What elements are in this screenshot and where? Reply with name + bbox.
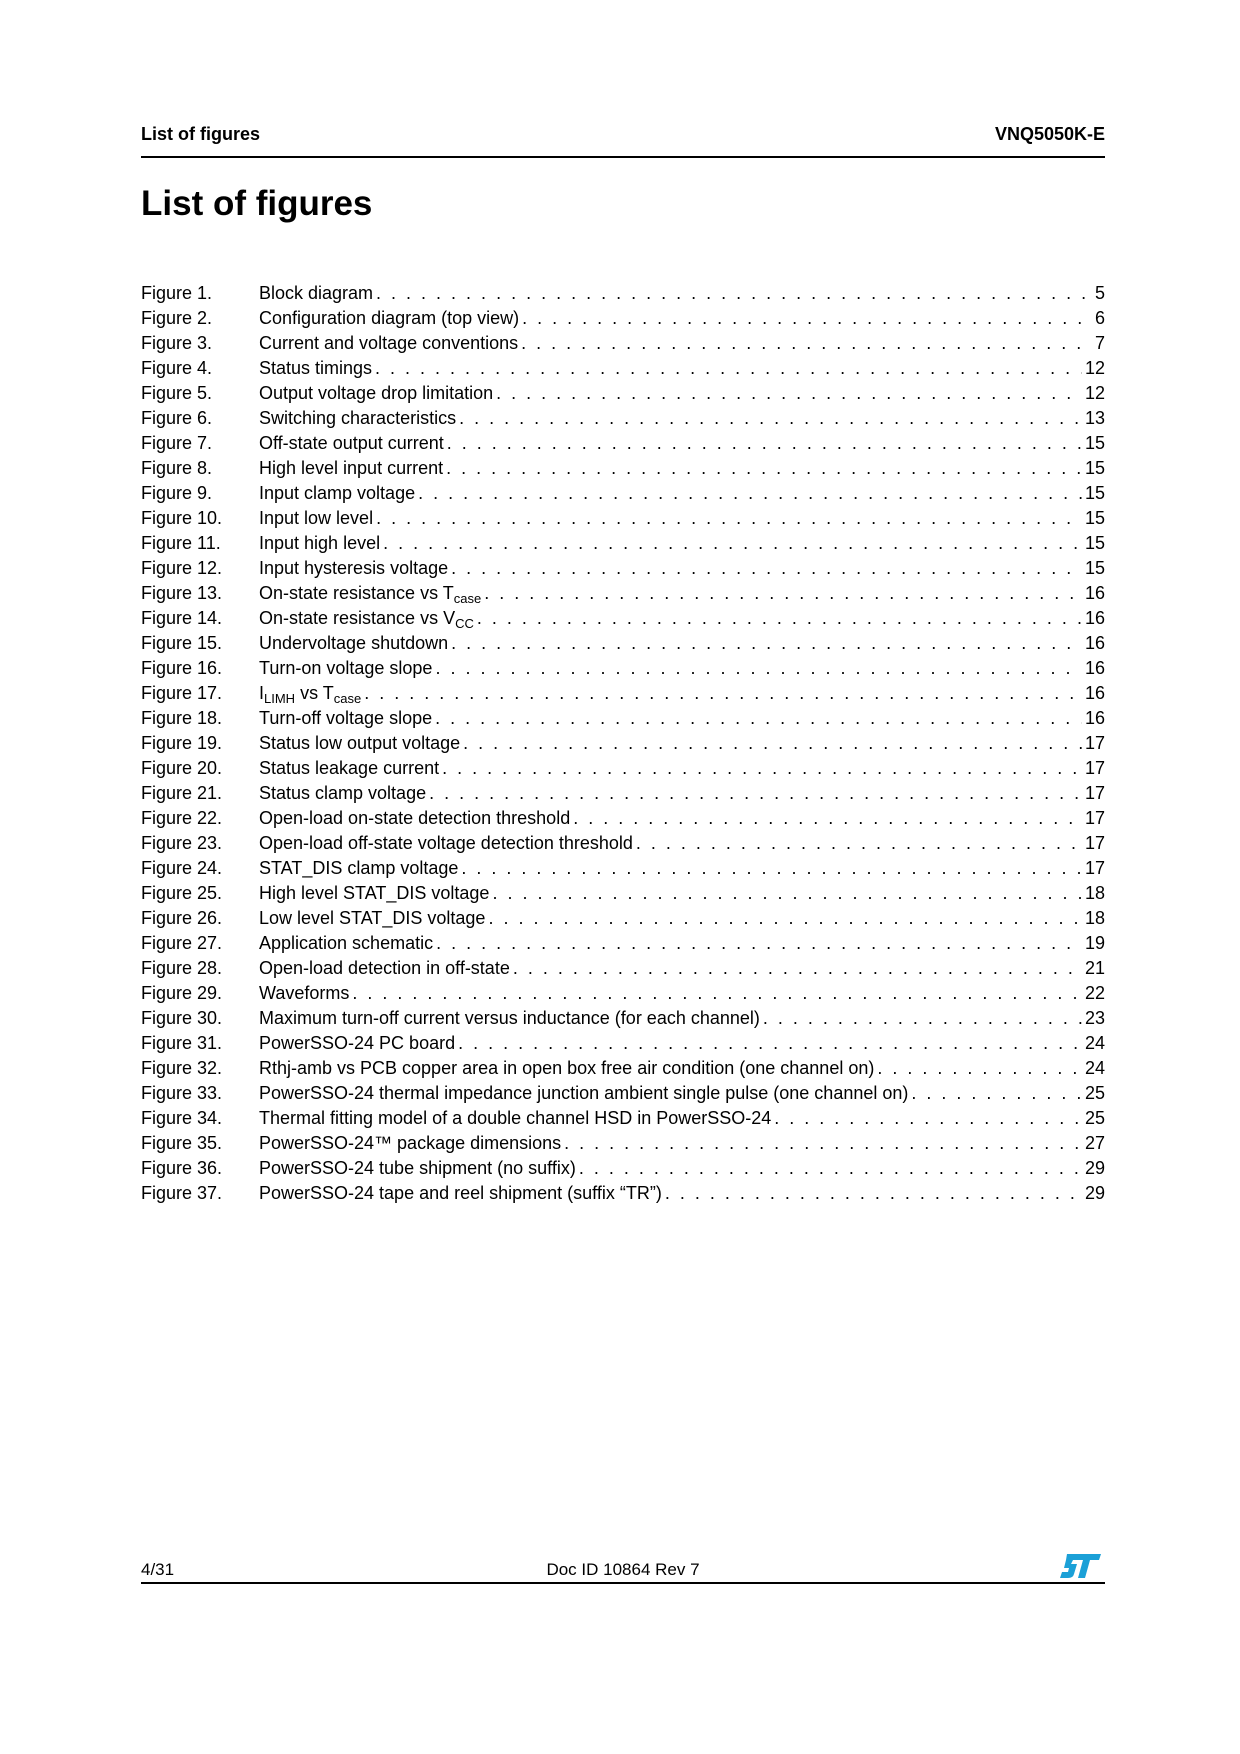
- dot-leader: [375, 358, 1082, 379]
- toc-entry[interactable]: [141, 958, 1105, 983]
- figure-page-number[interactable]: 7: [1094, 333, 1105, 353]
- toc-entry[interactable]: [141, 433, 1105, 458]
- figure-page-number[interactable]: 16: [1084, 583, 1105, 603]
- dot-leader: [484, 583, 1082, 604]
- figure-number: Figure 17.: [141, 683, 223, 703]
- doc-id: Doc ID 10864 Rev 7: [546, 1560, 700, 1579]
- figure-title: [259, 308, 519, 329]
- page-footer: [141, 1552, 1105, 1584]
- figure-title: [259, 758, 439, 779]
- figure-title-text: PowerSSO-24 PC board: [259, 1033, 456, 1053]
- figure-title-text: Output voltage drop limitation: [259, 383, 494, 403]
- figure-number: Figure 37.: [141, 1183, 223, 1203]
- toc-entry[interactable]: [141, 483, 1105, 508]
- toc-entry[interactable]: [141, 358, 1105, 383]
- dot-leader: [763, 1008, 1082, 1029]
- figure-title: [259, 1008, 760, 1029]
- figure-page-number[interactable]: 29: [1084, 1183, 1105, 1203]
- dot-leader: [442, 758, 1082, 779]
- figure-title: [259, 733, 460, 754]
- figure-title: [259, 483, 415, 504]
- figure-page-number[interactable]: 22: [1084, 983, 1105, 1003]
- figure-page-number[interactable]: 17: [1084, 833, 1105, 853]
- dot-leader: [522, 308, 1092, 329]
- figure-page-number[interactable]: 15: [1084, 483, 1105, 503]
- toc-entry[interactable]: [141, 283, 1105, 308]
- figure-title-text: Maximum turn-off current versus inductance (for each channel): [259, 1008, 760, 1028]
- toc-entry[interactable]: [141, 308, 1105, 333]
- figure-page-number[interactable]: 17: [1084, 733, 1105, 753]
- figure-title: [259, 1133, 561, 1154]
- list-of-figures: [141, 283, 1105, 1208]
- figure-title: [259, 783, 426, 804]
- figure-number: Figure 19.: [141, 733, 223, 753]
- figure-page-number[interactable]: 15: [1084, 508, 1105, 528]
- figure-title-text: High level STAT_DIS voltage: [259, 883, 490, 903]
- figure-title-text: STAT_DIS clamp voltage: [259, 858, 459, 878]
- header-product: VNQ5050K-E: [994, 124, 1105, 144]
- figure-number: Figure 2.: [141, 308, 213, 328]
- toc-entry[interactable]: [141, 1133, 1105, 1158]
- figure-title-subscript: LIMH: [264, 691, 296, 706]
- figure-page-number[interactable]: 17: [1084, 783, 1105, 803]
- figure-page-number[interactable]: 16: [1084, 658, 1105, 678]
- figure-number: Figure 22.: [141, 808, 223, 828]
- toc-entry[interactable]: [141, 458, 1105, 483]
- dot-leader: [435, 708, 1082, 729]
- toc-entry[interactable]: [141, 383, 1105, 408]
- dot-leader: [461, 858, 1082, 879]
- dot-leader: [564, 1133, 1082, 1154]
- dot-leader: [447, 433, 1082, 454]
- dot-leader: [458, 1033, 1082, 1054]
- figure-title-text: Status low output voltage: [259, 733, 461, 753]
- toc-entry[interactable]: [141, 658, 1105, 683]
- figure-page-number[interactable]: 15: [1084, 433, 1105, 453]
- figure-title: [259, 958, 510, 979]
- figure-title-text: Open-load on-state detection threshold: [259, 808, 571, 828]
- toc-entry[interactable]: [141, 583, 1105, 608]
- figure-title-text: Undervoltage shutdown: [259, 633, 449, 653]
- figure-title-text: Rthj-amb vs PCB copper area in open box free air condition (one channel on): [259, 1058, 875, 1078]
- figure-title-text: Input hysteresis voltage: [259, 558, 449, 578]
- toc-entry[interactable]: [141, 1058, 1105, 1083]
- dot-leader: [492, 883, 1082, 904]
- dot-leader: [774, 1108, 1082, 1129]
- figure-number: Figure 1.: [141, 283, 213, 303]
- figure-page-number[interactable]: 13: [1084, 408, 1105, 428]
- figure-title: [259, 533, 380, 554]
- figure-number: Figure 13.: [141, 583, 223, 603]
- figure-number: Figure 5.: [141, 383, 213, 403]
- figure-title: [259, 658, 432, 679]
- figure-number: Figure 3.: [141, 333, 213, 353]
- figure-number: Figure 8.: [141, 458, 213, 478]
- figure-title: [259, 508, 373, 529]
- toc-entry[interactable]: [141, 333, 1105, 358]
- figure-title-text: On-state resistance vs V: [259, 608, 456, 628]
- toc-entry[interactable]: [141, 858, 1105, 883]
- figure-number: Figure 28.: [141, 958, 223, 978]
- toc-entry[interactable]: [141, 533, 1105, 558]
- dot-leader: [877, 1058, 1082, 1079]
- toc-entry[interactable]: [141, 833, 1105, 858]
- figure-title-text: PowerSSO-24 thermal impedance junction ambient single pulse (one channel on): [259, 1083, 909, 1103]
- dot-leader: [451, 558, 1082, 579]
- figure-number: Figure 34.: [141, 1108, 223, 1128]
- figure-title-text: Input high level: [259, 533, 381, 553]
- figure-title: [259, 633, 448, 654]
- figure-title-text: Turn-on voltage slope: [259, 658, 433, 678]
- figure-number: Figure 10.: [141, 508, 223, 528]
- dot-leader: [352, 983, 1082, 1004]
- toc-entry[interactable]: [141, 783, 1105, 808]
- dot-leader: [364, 683, 1082, 704]
- toc-entry[interactable]: [141, 933, 1105, 958]
- figure-number: Figure 6.: [141, 408, 213, 428]
- toc-entry[interactable]: [141, 1083, 1105, 1108]
- figure-page-number[interactable]: 17: [1084, 808, 1105, 828]
- toc-entry[interactable]: [141, 758, 1105, 783]
- figure-title-subscript: CC: [455, 616, 474, 631]
- figure-title: [259, 1158, 576, 1179]
- dot-leader: [435, 658, 1082, 679]
- figure-title: [259, 833, 633, 854]
- toc-entry[interactable]: [141, 558, 1105, 583]
- figure-number: Figure 16.: [141, 658, 223, 678]
- figure-title: [259, 808, 570, 829]
- figure-page-number[interactable]: 16: [1084, 683, 1105, 703]
- figure-title-text: Open-load detection in off-state: [259, 958, 510, 978]
- dot-leader: [477, 608, 1082, 629]
- figure-number: Figure 12.: [141, 558, 223, 578]
- toc-entry[interactable]: [141, 508, 1105, 533]
- dot-leader: [463, 733, 1082, 754]
- figure-page-number[interactable]: 19: [1084, 933, 1105, 953]
- figure-title-text: Turn-off voltage slope: [259, 708, 433, 728]
- figure-page-number[interactable]: 6: [1094, 308, 1105, 328]
- figure-page-number[interactable]: 16: [1084, 608, 1105, 628]
- figure-title-text: Thermal fitting model of a double channel HSD in PowerSSO-24: [259, 1108, 772, 1128]
- figure-number: Figure 33.: [141, 1083, 223, 1103]
- figure-title: [259, 708, 432, 729]
- figure-number: Figure 35.: [141, 1133, 223, 1153]
- toc-entry[interactable]: [141, 808, 1105, 833]
- figure-title: [259, 983, 349, 1004]
- dot-leader: [911, 1083, 1082, 1104]
- st-logo-icon: [1059, 1552, 1103, 1580]
- figure-page-number[interactable]: 24: [1084, 1033, 1105, 1053]
- figure-title: [259, 883, 489, 904]
- dot-leader: [579, 1158, 1082, 1179]
- figure-title-text: Block diagram: [259, 283, 374, 303]
- figure-title-text: Status leakage current: [259, 758, 440, 778]
- toc-entry[interactable]: [141, 683, 1105, 708]
- dot-leader: [459, 408, 1082, 429]
- dot-leader: [446, 458, 1082, 479]
- figure-title-text: High level input current: [259, 458, 444, 478]
- figure-number: Figure 25.: [141, 883, 223, 903]
- figure-number: Figure 32.: [141, 1058, 223, 1078]
- dot-leader: [451, 633, 1082, 654]
- figure-page-number[interactable]: 27: [1084, 1133, 1105, 1153]
- figure-title-text: Off-state output current: [259, 433, 444, 453]
- figure-title-text: I: [259, 683, 265, 703]
- dot-leader: [573, 808, 1082, 829]
- figure-title: [259, 458, 443, 479]
- figure-title-text: Open-load off-state voltage detection threshold: [259, 833, 633, 853]
- toc-entry[interactable]: [141, 1008, 1105, 1033]
- figure-title-text: PowerSSO-24 tube shipment (no suffix): [259, 1158, 576, 1178]
- figure-number: Figure 11.: [141, 533, 221, 553]
- figure-title-subscript: case: [333, 691, 362, 706]
- figure-page-number[interactable]: 15: [1084, 533, 1105, 553]
- figure-number: Figure 23.: [141, 833, 223, 853]
- dot-leader: [383, 533, 1082, 554]
- figure-title: [259, 1108, 771, 1129]
- figure-title: [259, 608, 474, 629]
- figure-title: [259, 1183, 662, 1204]
- figure-title: [259, 433, 444, 454]
- figure-title-text: Input low level: [259, 508, 374, 528]
- figure-page-number[interactable]: 16: [1084, 708, 1105, 728]
- dot-leader: [376, 508, 1082, 529]
- figure-page-number[interactable]: 24: [1084, 1058, 1105, 1078]
- figure-number: Figure 24.: [141, 858, 223, 878]
- figure-page-number[interactable]: 15: [1084, 458, 1105, 478]
- page-title: List of figures: [141, 184, 373, 223]
- figure-title-text: PowerSSO-24™ package dimensions: [259, 1133, 562, 1153]
- figure-title: [259, 358, 372, 379]
- figure-title: [259, 408, 456, 429]
- figure-title-text: PowerSSO-24 tape and reel shipment (suffix “TR”): [259, 1183, 662, 1203]
- figure-title: [259, 908, 485, 929]
- figure-page-number[interactable]: 18: [1084, 883, 1105, 903]
- figure-page-number[interactable]: 18: [1084, 908, 1105, 928]
- figure-title: [259, 1083, 908, 1104]
- figure-title: [259, 333, 518, 354]
- figure-number: Figure 21.: [141, 783, 223, 803]
- dot-leader: [665, 1183, 1082, 1204]
- toc-entry[interactable]: [141, 408, 1105, 433]
- figure-title-text: On-state resistance vs T: [259, 583, 454, 603]
- page-number: 4/31: [141, 1560, 175, 1579]
- toc-entry[interactable]: [141, 1158, 1105, 1183]
- dot-leader: [436, 933, 1082, 954]
- figure-page-number[interactable]: 17: [1084, 758, 1105, 778]
- figure-number: Figure 9.: [141, 483, 213, 503]
- figure-title-subscript: case: [453, 591, 482, 606]
- dot-leader: [429, 783, 1082, 804]
- dot-leader: [376, 283, 1092, 304]
- figure-number: Figure 15.: [141, 633, 223, 653]
- figure-page-number[interactable]: 12: [1084, 358, 1105, 378]
- figure-number: Figure 7.: [141, 433, 213, 453]
- figure-title: [259, 858, 458, 879]
- page-header: [141, 120, 1105, 158]
- figure-number: Figure 26.: [141, 908, 223, 928]
- figure-title-text: Waveforms: [259, 983, 350, 1003]
- dot-leader: [488, 908, 1082, 929]
- toc-entry[interactable]: [141, 883, 1105, 908]
- dot-leader: [496, 383, 1082, 404]
- toc-entry[interactable]: [141, 1033, 1105, 1058]
- figure-title-text: Status clamp voltage: [259, 783, 427, 803]
- toc-entry[interactable]: [141, 1183, 1105, 1208]
- dot-leader: [521, 333, 1092, 354]
- toc-entry[interactable]: [141, 908, 1105, 933]
- figure-title: [259, 283, 373, 304]
- figure-title-text: Switching characteristics: [259, 408, 457, 428]
- toc-entry[interactable]: [141, 633, 1105, 658]
- figure-title: [259, 1058, 874, 1079]
- figure-title-text: Configuration diagram (top view): [259, 308, 520, 328]
- figure-title-text: Application schematic: [259, 933, 434, 953]
- figure-page-number[interactable]: 5: [1094, 283, 1105, 303]
- dot-leader: [636, 833, 1082, 854]
- figure-title-text: Low level STAT_DIS voltage: [259, 908, 486, 928]
- figure-number: Figure 20.: [141, 758, 223, 778]
- figure-number: Figure 14.: [141, 608, 223, 628]
- figure-title-text: Current and voltage conventions: [259, 333, 519, 353]
- figure-title: [259, 583, 481, 604]
- figure-page-number[interactable]: 23: [1084, 1008, 1105, 1028]
- figure-title-text: Status timings: [259, 358, 373, 378]
- figure-number: Figure 31.: [141, 1033, 223, 1053]
- figure-page-number[interactable]: 25: [1084, 1108, 1105, 1128]
- toc-entry[interactable]: [141, 983, 1105, 1008]
- figure-title: [259, 933, 433, 954]
- toc-entry[interactable]: [141, 708, 1105, 733]
- header-section: List of figures: [141, 124, 261, 144]
- figure-title: [259, 383, 493, 404]
- figure-page-number[interactable]: 29: [1084, 1158, 1105, 1178]
- toc-entry[interactable]: [141, 733, 1105, 758]
- dot-leader: [513, 958, 1082, 979]
- figure-title: [259, 1033, 455, 1054]
- toc-entry[interactable]: [141, 1108, 1105, 1133]
- figure-number: Figure 27.: [141, 933, 223, 953]
- figure-number: Figure 29.: [141, 983, 223, 1003]
- figure-page-number[interactable]: 12: [1084, 383, 1105, 403]
- figure-page-number[interactable]: 15: [1084, 558, 1105, 578]
- figure-page-number[interactable]: 25: [1084, 1083, 1105, 1103]
- figure-page-number[interactable]: 21: [1084, 958, 1105, 978]
- figure-title-text: vs T: [295, 683, 334, 703]
- figure-number: Figure 4.: [141, 358, 213, 378]
- figure-number: Figure 36.: [141, 1158, 223, 1178]
- figure-page-number[interactable]: 17: [1084, 858, 1105, 878]
- figure-title: [259, 683, 361, 704]
- toc-entry[interactable]: [141, 608, 1105, 633]
- figure-title: [259, 558, 448, 579]
- figure-title-text: Input clamp voltage: [259, 483, 416, 503]
- figure-page-number[interactable]: 16: [1084, 633, 1105, 653]
- figure-number: Figure 30.: [141, 1008, 223, 1028]
- dot-leader: [418, 483, 1082, 504]
- figure-number: Figure 18.: [141, 708, 223, 728]
